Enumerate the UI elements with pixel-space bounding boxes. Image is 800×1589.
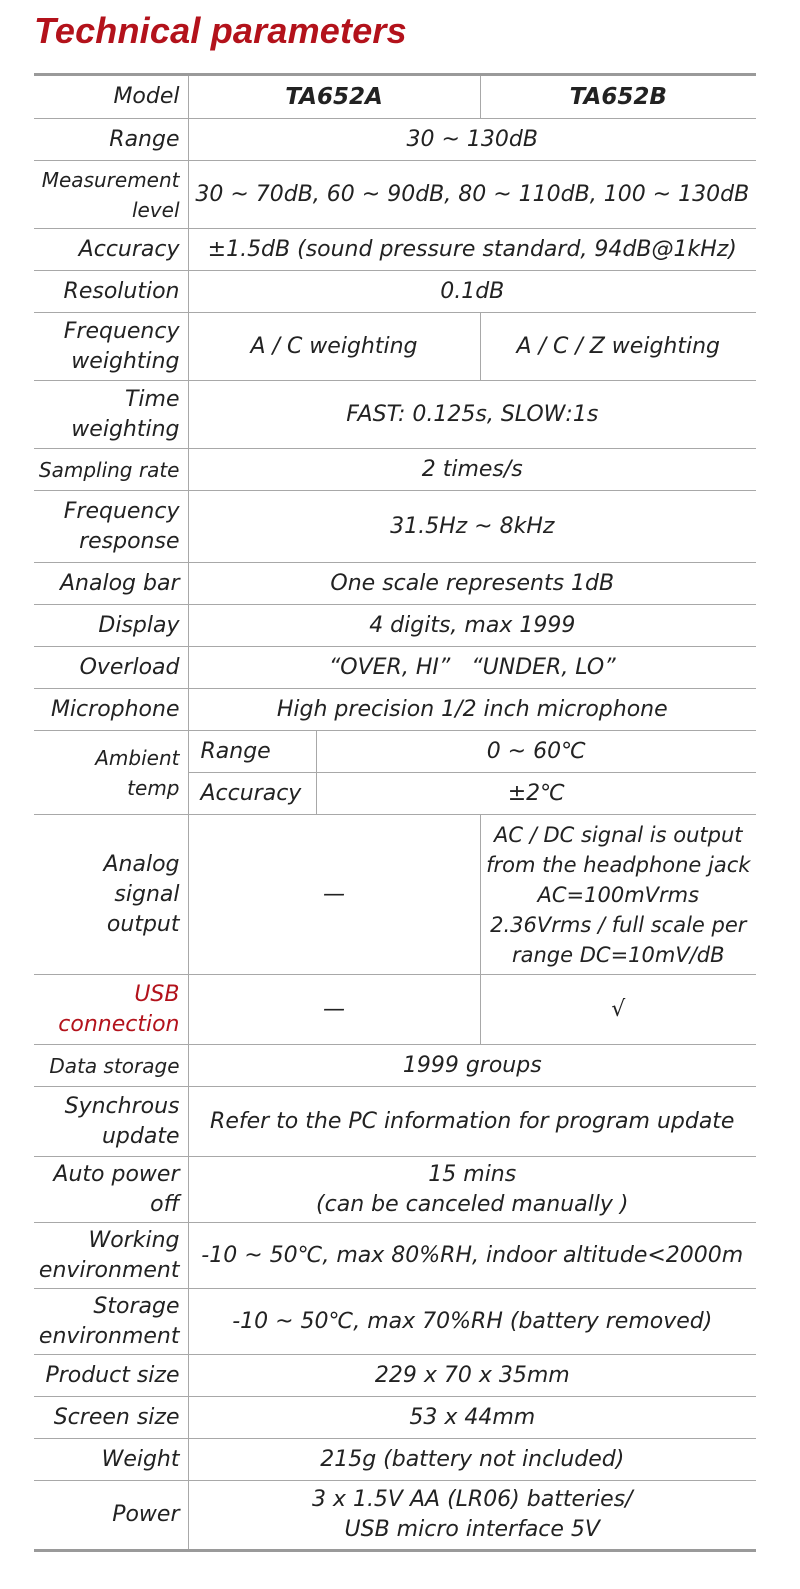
row-value: 1999 groups [188, 1045, 756, 1087]
note-line: from the headphone jack [486, 852, 751, 877]
row-value-a: A / C weighting [188, 313, 480, 381]
sub-label: Range [188, 731, 316, 773]
table-row [34, 1289, 756, 1355]
value-line: 3 x 1.5V AA (LR06) batteries/ [311, 1487, 633, 1512]
row-label: Product size [34, 1355, 188, 1397]
row-value: 215g (battery not included) [188, 1439, 756, 1481]
model-a: TA652A [188, 75, 480, 119]
table-row [34, 271, 756, 313]
row-value: FAST: 0.125s, SLOW:1s [188, 381, 756, 449]
table-row [34, 1439, 756, 1481]
label-line: weighting [71, 416, 180, 442]
table-row [34, 1087, 756, 1157]
note-line: AC / DC signal is output [494, 822, 743, 847]
row-label: Model [34, 75, 188, 119]
row-label [34, 975, 188, 1045]
label-line: Analog [103, 851, 180, 877]
table-row [34, 815, 756, 975]
label-line: Synchrous [64, 1093, 180, 1119]
row-label: Resolution [34, 271, 188, 313]
table-row [34, 381, 756, 449]
label-line: connection [58, 1011, 180, 1037]
row-label: Power [34, 1481, 188, 1551]
row-label: Overload [34, 647, 188, 689]
row-label: Screen size [34, 1397, 188, 1439]
row-label: Range [34, 119, 188, 161]
table-row [34, 449, 756, 491]
row-label: Display [34, 605, 188, 647]
row-value-b: A / C / Z weighting [480, 313, 756, 381]
label-line: update [101, 1123, 180, 1149]
table-row [34, 1223, 756, 1289]
row-value [188, 1157, 756, 1223]
row-label: Analog bar [34, 563, 188, 605]
row-label [34, 161, 188, 229]
row-value: ±2℃ [316, 773, 756, 815]
row-label [34, 313, 188, 381]
row-label [34, 1223, 188, 1289]
row-value: -10 ~ 50℃, max 80%RH, indoor altitude<2000m [188, 1223, 756, 1289]
table-row [34, 119, 756, 161]
row-value: ±1.5dB (sound pressure standard, 94dB@1kHz) [188, 229, 756, 271]
row-label [34, 1289, 188, 1355]
label-line: Working [88, 1227, 180, 1253]
label-line: Auto power [53, 1161, 180, 1187]
value-line: 15 mins [428, 1161, 517, 1187]
row-value-b [480, 815, 756, 975]
spec-table [34, 73, 756, 1552]
table-row [34, 1481, 756, 1551]
row-value: One scale represents 1dB [188, 563, 756, 605]
table-row [34, 1397, 756, 1439]
table-row [34, 75, 756, 119]
sub-label: Accuracy [188, 773, 316, 815]
label-line: response [79, 528, 180, 554]
row-value-a: — [188, 975, 480, 1045]
row-value-a: — [188, 815, 480, 975]
table-row [34, 563, 756, 605]
value-line: (can be canceled manually ) [316, 1191, 629, 1217]
row-label: Sampling rate [34, 449, 188, 491]
table-row [34, 161, 756, 229]
row-label [34, 1157, 188, 1223]
table-row [34, 1355, 756, 1397]
row-value: 4 digits, max 1999 [188, 605, 756, 647]
note-line: 2.36Vrms / full scale per [490, 912, 747, 937]
row-value: High precision 1/2 inch microphone [188, 689, 756, 731]
row-value: -10 ~ 50℃, max 70%RH (battery removed) [188, 1289, 756, 1355]
label-line: off [150, 1191, 180, 1217]
model-b: TA652B [480, 75, 756, 119]
label-line: environment [38, 1323, 180, 1349]
table-row [34, 975, 756, 1045]
label-line: level [131, 197, 180, 222]
row-value: 53 x 44mm [188, 1397, 756, 1439]
row-label [34, 491, 188, 563]
label-line: Storage [93, 1293, 180, 1319]
table-row [34, 647, 756, 689]
label-line: weighting [71, 348, 180, 374]
note-line: range DC=10mV/dB [512, 942, 725, 967]
table-row [34, 689, 756, 731]
row-value-b: √ [480, 975, 756, 1045]
row-value: 0.1dB [188, 271, 756, 313]
row-value: 2 times/s [188, 449, 756, 491]
row-value: Refer to the PC information for program update [188, 1087, 756, 1157]
table-row [34, 313, 756, 381]
row-label: Accuracy [34, 229, 188, 271]
table-row [34, 1157, 756, 1223]
row-label [34, 1087, 188, 1157]
row-value: 30 ~ 70dB, 60 ~ 90dB, 80 ~ 110dB, 100 ~ 130dB [188, 161, 756, 229]
note-line: AC=100mVrms [537, 882, 700, 907]
row-value [188, 1481, 756, 1551]
row-label: Microphone [34, 689, 188, 731]
row-value: “OVER, HI” “UNDER, LO” [188, 647, 756, 689]
page-title: Technical parameters [34, 10, 407, 51]
row-label: Weight [34, 1439, 188, 1481]
label-line: Measurement [41, 167, 180, 192]
table-row [34, 229, 756, 271]
row-value: 30 ~ 130dB [188, 119, 756, 161]
label-line: USB [134, 981, 180, 1007]
row-value: 229 x 70 x 35mm [188, 1355, 756, 1397]
row-value: 0 ~ 60℃ [316, 731, 756, 773]
label-line: Frequency [63, 498, 180, 524]
table-row [34, 1045, 756, 1087]
label-line: Frequency [63, 318, 180, 344]
label-line: signal output [106, 881, 180, 937]
value-line: USB micro interface 5V [344, 1517, 600, 1542]
row-value: 31.5Hz ~ 8kHz [188, 491, 756, 563]
table-row [34, 731, 756, 773]
table-row [34, 605, 756, 647]
row-label: Data storage [34, 1045, 188, 1087]
table-row [34, 491, 756, 563]
row-label [34, 815, 188, 975]
label-line: environment [38, 1257, 180, 1283]
row-label [34, 381, 188, 449]
row-label: Ambient temp [34, 731, 188, 815]
label-line: Time [124, 386, 180, 412]
